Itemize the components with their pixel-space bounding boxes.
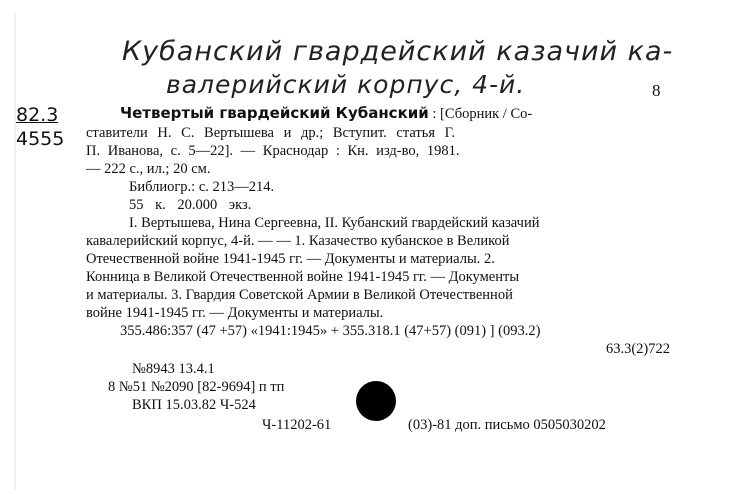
bbk-index: 63.3(2)722 <box>605 341 670 357</box>
footer-line-2: 8 №51 №2090 [82-9694] п тп <box>108 379 285 395</box>
body-line-12: войне 1941-1945 гг. — Документы и материалы. <box>86 305 384 321</box>
footer-line-1: №8943 13.4.1 <box>132 361 215 377</box>
body-line-11: и материалы. 3. Гвардия Советской Армии в Великой Отечественной <box>86 287 513 303</box>
body-line-4: — 222 с., ил.; 20 см. <box>86 161 211 177</box>
body-line-6: 55 к. 20.000 экз. <box>129 197 252 213</box>
title-line <box>120 104 532 123</box>
title-bold: Четвертый гвардейский Кубанский <box>120 104 429 122</box>
body-line-5: Библиогр.: с. 213—214. <box>129 179 275 195</box>
body-line-10: Конница в Великой Отечественной войне 1941-1945 гг. — Документы <box>86 269 520 285</box>
card-number: 8 <box>652 81 661 100</box>
body-line-2: ставители Н. С. Вертышева и др.; Вступит. статья Г. <box>86 125 456 141</box>
footer-line-3: ВКП 15.03.82 Ч-524 <box>132 397 256 413</box>
udc-index: 355.486:357 (47 +57) «1941:1945» + 355.318.1 (47+57) (091) ] (093.2) <box>120 323 541 339</box>
title-rest: : [Сборник / Со- <box>428 106 533 122</box>
punch-hole <box>356 381 396 421</box>
handwritten-heading-line-1: Кубанский гвардейский казачий ка- <box>122 36 674 67</box>
footer-line-4-right: (03)-81 доп. письмо 0505030202 <box>408 417 606 433</box>
body-line-7: I. Вертышева, Нина Сергеевна, II. Кубанский гвардейский казачий <box>129 215 540 231</box>
body-line-3: П. Иванова, с. 5—22]. — Краснодар : Кн. изд-во, 1981. <box>86 143 460 159</box>
body-line-8: кавалерийский корпус, 4-й. — — 1. Казачество кубанское в Великой <box>86 233 510 249</box>
shelfmark-line-2: 4555 <box>16 128 65 150</box>
shelfmark-line-1: 82.3 <box>16 104 59 126</box>
body-line-9: Отечественной войне 1941-1945 гг. — Документы и материалы. 2. <box>86 251 495 267</box>
handwritten-heading-line-2: валерийский корпус, 4-й. <box>166 70 526 99</box>
footer-line-4-left: Ч-11202-61 <box>262 417 332 433</box>
